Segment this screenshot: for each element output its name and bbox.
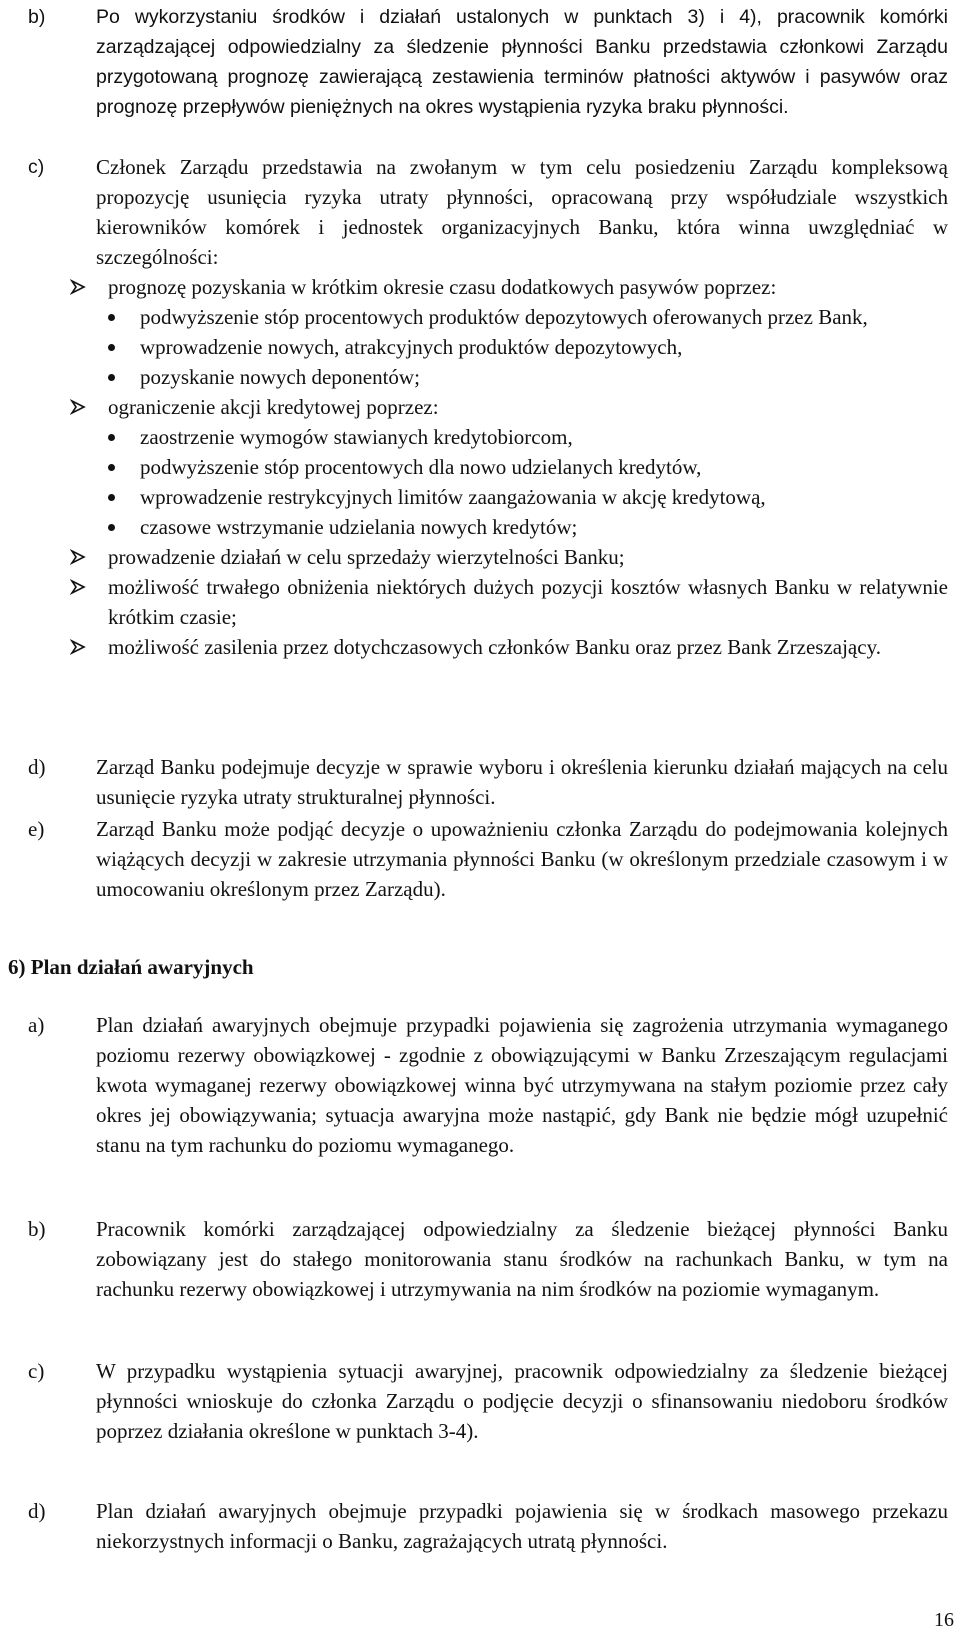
item-text: Plan działań awaryjnych obejmuje przypadki pojawienia się w środkach masowego przekazu niekorzystnych informacji o Banku, zagrażających utratą płynności. — [96, 1499, 948, 1553]
arrow-item-text: prowadzenie działań w celu sprzedaży wierzytelności Banku; — [108, 545, 625, 569]
item-marker: d) — [28, 755, 46, 779]
bullet-item — [68, 452, 948, 482]
item-text: Pracownik komórki zarządzającej odpowiedzialny za śledzenie bieżącej płynności Banku zobowiązany jest do stałego monitorowania stanu środków na rachunkach Banku, w tym na rachunku rezerwy obowiązkowej i utrzymywania na nim środków na poziomie wymaganym. — [96, 1217, 948, 1301]
item-marker: a) — [28, 1013, 45, 1037]
bullet-item — [68, 422, 948, 452]
list-item-a-reserve — [28, 1010, 948, 1160]
bullet-dot-icon — [108, 434, 115, 441]
arrow-list-item — [68, 572, 948, 632]
arrow-bullet-icon — [70, 572, 90, 610]
list-item-b-liquidity-forecast — [28, 2, 948, 122]
bullet-text: podwyższenie stóp procentowych produktów depozytowych oferowanych przez Bank, — [140, 305, 868, 329]
bullet-text: zaostrzenie wymogów stawianych kredytobiorcom, — [140, 425, 573, 449]
item-text: Członek Zarządu przedstawia na zwołanym w tym celu posiedzeniu Zarządu kompleksową propozycję usunięcia ryzyka utraty płynności, opracowaną przy współudziale wszystkich kierowników komórek i jednostek organizacyjnych Banku, która winna uwzględniać w szczególności: — [96, 155, 948, 269]
bullet-text: podwyższenie stóp procentowych dla nowo udzielanych kredytów, — [140, 455, 702, 479]
list-item-d-media — [28, 1496, 948, 1556]
bullet-text: wprowadzenie nowych, atrakcyjnych produktów depozytowych, — [140, 335, 683, 359]
bullet-dot-icon — [108, 494, 115, 501]
item-marker: c) — [28, 156, 45, 178]
bullet-dot-icon — [108, 464, 115, 471]
arrow-item-text: możliwość zasilenia przez dotychczasowych członków Banku oraz przez Bank Zrzeszający. — [108, 635, 881, 659]
arrow-list-item — [68, 632, 948, 662]
bullet-text: wprowadzenie restrykcyjnych limitów zaangażowania w akcję kredytową, — [140, 485, 766, 509]
item-marker: e) — [28, 817, 45, 841]
item-text: W przypadku wystąpienia sytuacji awaryjnej, pracownik odpowiedzialny za śledzenie bieżącej płynności wnioskuje do członka Zarządu o podjęcie decyzji o sfinansowaniu niedoboru środków poprzez działania określone w punktach 3-4). — [96, 1359, 948, 1443]
page-number: 16 — [934, 1609, 954, 1631]
bullet-dot-icon — [108, 344, 115, 351]
item-marker: d) — [28, 1499, 46, 1523]
bullet-dot-icon — [108, 524, 115, 531]
arrow-item-text: prognozę pozyskania w krótkim okresie czasu dodatkowych pasywów poprzez: — [108, 275, 777, 299]
arrow-item-text: możliwość trwałego obniżenia niektórych dużych pozycji kosztów własnych Banku w relatywnie krótkim czasie; — [108, 575, 948, 629]
list-item-e-authorization — [28, 814, 948, 904]
bullet-dot-icon — [108, 314, 115, 321]
list-item-b-monitoring — [28, 1214, 948, 1304]
arrow-bullet-icon — [70, 632, 90, 670]
item-marker: c) — [28, 1359, 45, 1383]
item-text: Plan działań awaryjnych obejmuje przypadki pojawienia się zagrożenia utrzymania wymaganego poziomu rezerwy obowiązkowej - zgodnie z obowiązującymi w Banku Zrzeszającym regulacjami kwota wymaganej rezerwy obowiązkowej winna być utrzymywana na stałym poziomie przez cały okres jej obowiązywania; sytuacja awaryjna może nastąpić, gdy Bank nie będzie mógł uzupełnić stanu na tym rachunku do poziomu wymaganego. — [96, 1013, 948, 1157]
arrow-list-item — [68, 392, 948, 422]
section-heading: 6) Plan działań awaryjnych — [8, 955, 254, 979]
arrow-item-text: ograniczenie akcji kredytowej poprzez: — [108, 395, 439, 419]
arrow-list-item — [68, 542, 948, 572]
item-marker: b) — [28, 1217, 46, 1241]
item-marker: b) — [28, 6, 46, 28]
bullet-item — [68, 362, 948, 392]
bullet-item — [68, 512, 948, 542]
item-text: Zarząd Banku podejmuje decyzje w sprawie wyboru i określenia kierunku działań mających na celu usunięcie ryzyka utraty strukturalnej płynności. — [96, 755, 948, 809]
list-item-c-emergency — [28, 1356, 948, 1446]
arrow-list-item — [68, 272, 948, 302]
bullet-text: pozyskanie nowych deponentów; — [140, 365, 420, 389]
bullet-item — [68, 332, 948, 362]
arrow-list — [68, 272, 948, 662]
bullet-text: czasowe wstrzymanie udzielania nowych kredytów; — [140, 515, 578, 539]
bullet-item — [68, 482, 948, 512]
list-item-c-board-proposal — [28, 152, 948, 662]
bullet-dot-icon — [108, 374, 115, 381]
list-item-d-board-decision — [28, 752, 948, 812]
bullet-item — [68, 302, 948, 332]
item-text: Zarząd Banku może podjąć decyzje o upoważnieniu członka Zarządu do podejmowania kolejnych wiążących decyzji w zakresie utrzymania płynności Banku (w określonym przedziale czasowym i w umocowaniu określonym przez Zarządu). — [96, 817, 948, 901]
item-text: Po wykorzystaniu środków i działań ustalonych w punktach 3) i 4), pracownik komórki zarządzającej odpowiedzialny za śledzenie płynności Banku przedstawia członkowi Zarządu przygotowaną prognozę zawierającą zestawienia terminów płatności aktywów i pasywów oraz prognozę przepływów pieniężnych na okres wystąpienia ryzyka braku płynności. — [96, 6, 948, 118]
